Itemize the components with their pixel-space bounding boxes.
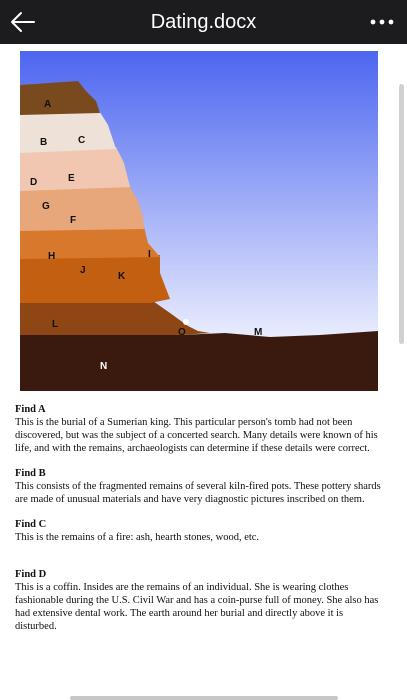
find-c-heading: Find C bbox=[15, 519, 47, 530]
layer-jk bbox=[20, 255, 170, 303]
find-a-heading: Find A bbox=[15, 404, 46, 415]
label-c: C bbox=[78, 135, 86, 146]
label-k: K bbox=[118, 271, 126, 282]
more-horizontal-icon bbox=[370, 18, 394, 26]
label-i: I bbox=[148, 249, 151, 260]
label-l: L bbox=[52, 319, 59, 330]
find-b-heading: Find B bbox=[15, 468, 46, 479]
document-page[interactable] bbox=[0, 44, 407, 700]
label-j: J bbox=[80, 265, 86, 276]
find-b-section bbox=[15, 467, 387, 506]
find-c-section bbox=[15, 518, 387, 544]
scrollbar[interactable] bbox=[399, 84, 404, 344]
label-g: G bbox=[42, 201, 50, 212]
layer-h bbox=[20, 227, 160, 259]
marker-o bbox=[183, 319, 189, 325]
find-c-body: This is the remains of a fire: ash, hearth stones, wood, etc. bbox=[15, 532, 260, 543]
stratigraphy-figure bbox=[20, 51, 378, 391]
label-b: B bbox=[40, 137, 48, 148]
top-bar bbox=[0, 0, 407, 44]
layer-n bbox=[20, 331, 378, 391]
scrollbar-thumb[interactable] bbox=[399, 84, 404, 344]
layer-gf bbox=[20, 187, 144, 231]
layer-bc bbox=[20, 109, 116, 153]
home-indicator bbox=[70, 696, 338, 700]
label-n: N bbox=[100, 361, 108, 372]
label-e: E bbox=[68, 173, 75, 184]
label-m: M bbox=[254, 327, 263, 338]
label-o: O bbox=[178, 327, 186, 338]
label-f: F bbox=[70, 215, 77, 226]
label-h: H bbox=[48, 251, 56, 262]
find-a-section bbox=[15, 403, 387, 455]
label-a: A bbox=[44, 99, 52, 110]
find-a-body: This is the burial of a Sumerian king. This particular person's tomb had not been discovered, but was the subject of a concerted search. Many details were known of his life, and with the remains, archaeologists can determine if these details were correct. bbox=[15, 417, 378, 454]
label-d: D bbox=[30, 177, 38, 188]
find-d-body: This is a coffin. Insides are the remains of an individual. She is wearing clothes fashionable during the U.S. Civil War and has a coin-purse full of money. She also has had extensive dental work. The earth around her burial and directly above it is disturbed. bbox=[15, 582, 379, 632]
find-d-heading: Find D bbox=[15, 569, 47, 580]
arrow-left-icon bbox=[10, 11, 36, 33]
find-d-section bbox=[15, 568, 387, 633]
find-b-body: This consists of the fragmented remains of several kiln-fired pots. These pottery shards are made of unusual materials and have very diagnostic pictures inscribed on them. bbox=[15, 481, 381, 505]
document-title: Dating.docx bbox=[150, 11, 257, 33]
document-text bbox=[15, 403, 387, 645]
back-button[interactable] bbox=[6, 6, 40, 38]
more-options-button[interactable] bbox=[365, 8, 399, 36]
